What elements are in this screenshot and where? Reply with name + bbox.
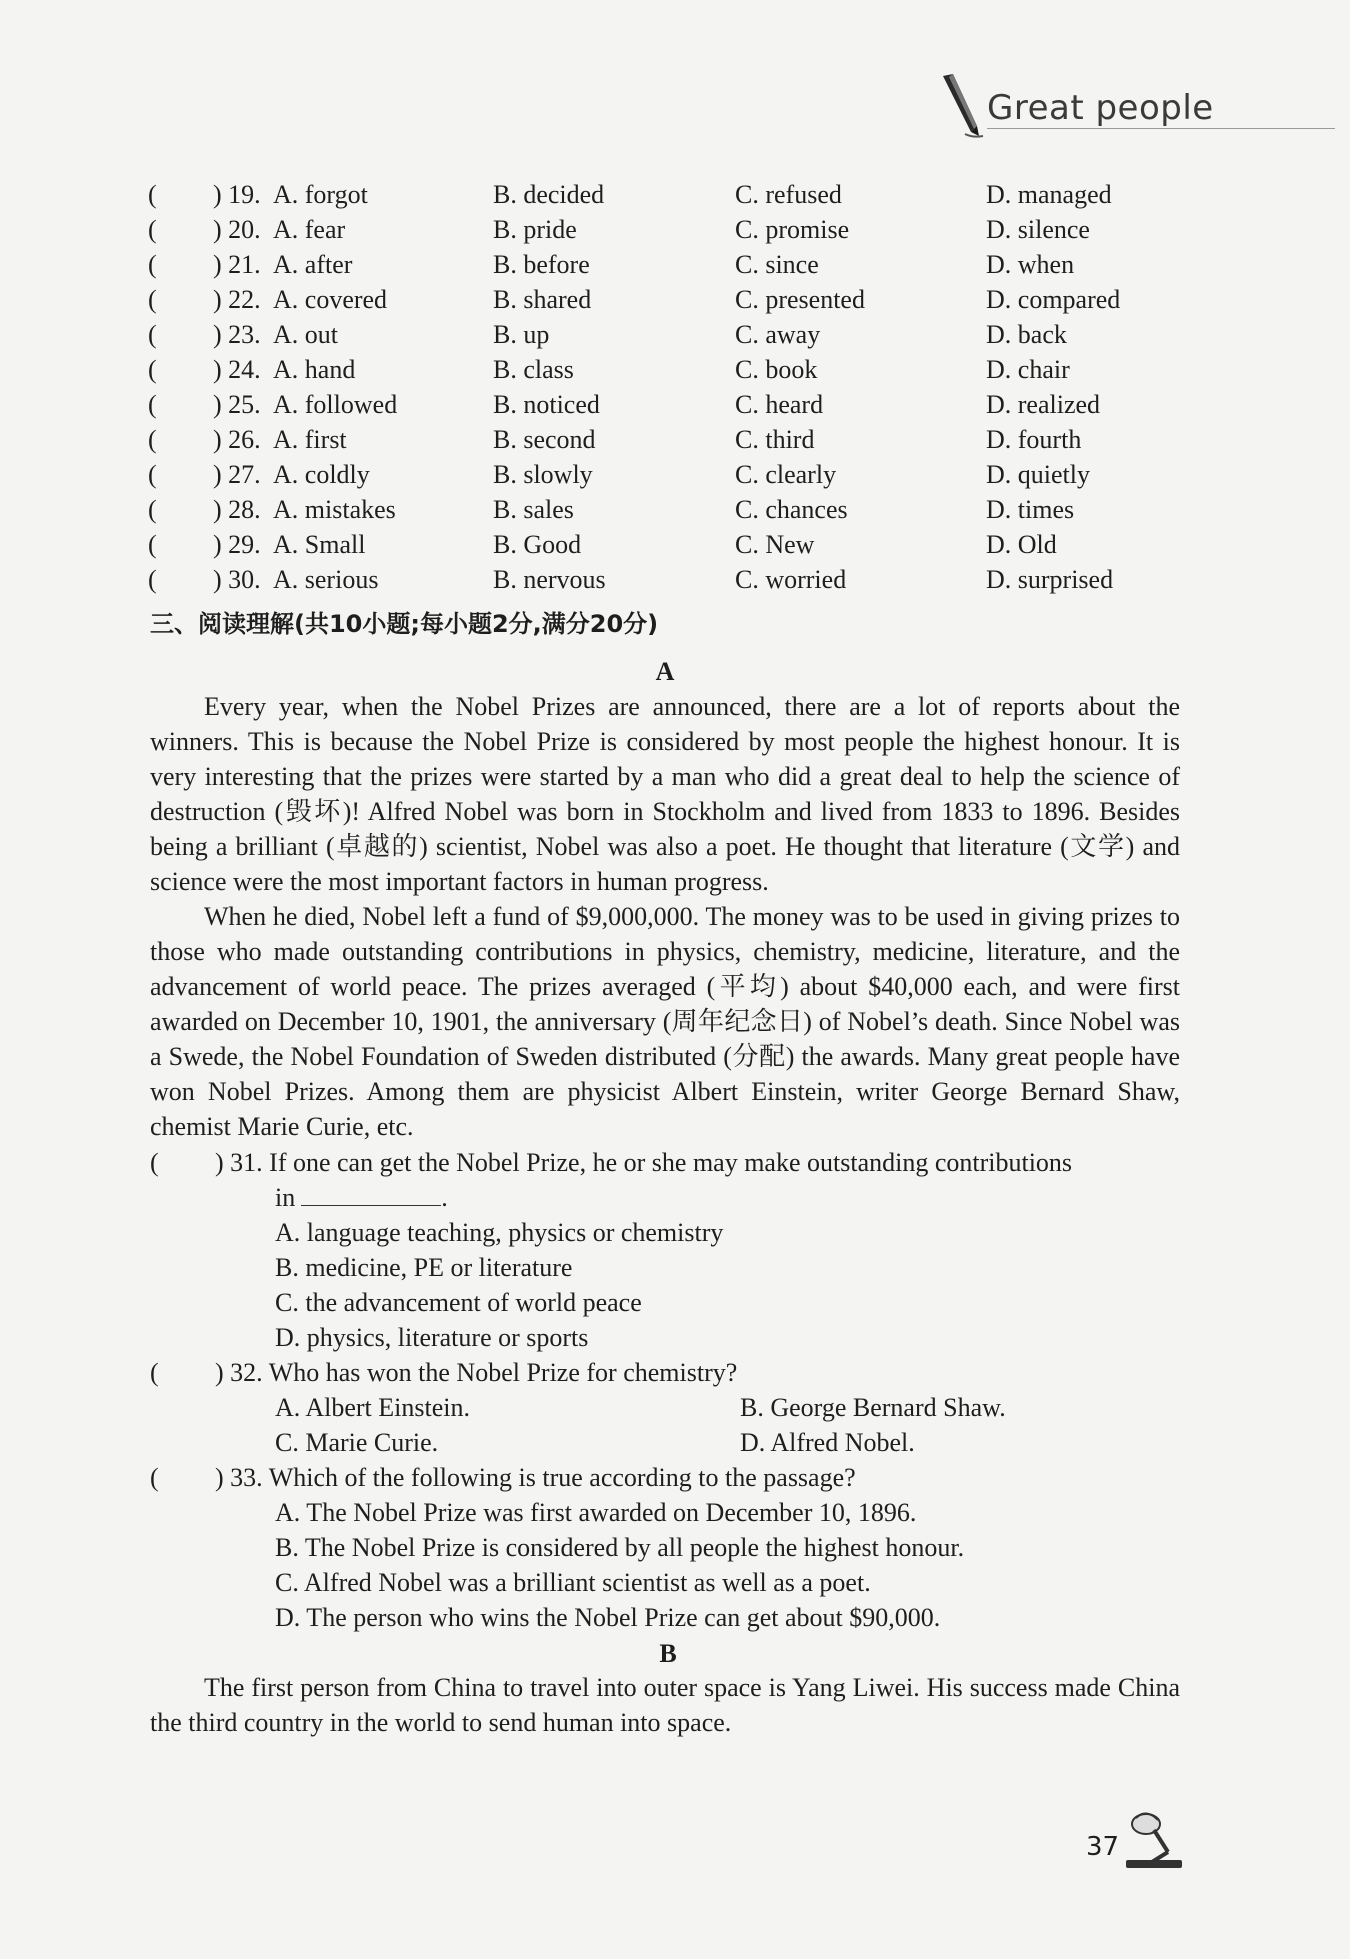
option-c: C. worried bbox=[735, 565, 847, 594]
option-b: B. before bbox=[493, 250, 590, 279]
section-heading: 三、阅读理解(共10小题;每小题2分,满分20分) bbox=[150, 610, 659, 638]
option-row bbox=[148, 247, 1148, 282]
question-number: ) 30. bbox=[213, 565, 261, 594]
option-row bbox=[148, 387, 1148, 422]
option-d: D. The person who wins the Nobel Prize can get about $90,000. bbox=[275, 1603, 941, 1632]
question-number: ) 27. bbox=[213, 460, 261, 489]
option-row bbox=[148, 457, 1148, 492]
option-a: A. followed bbox=[273, 390, 398, 419]
unit-title: Great people bbox=[987, 88, 1214, 128]
option-a: A. first bbox=[273, 425, 347, 454]
question-number: ) 23. bbox=[213, 320, 261, 349]
answer-paren: ( bbox=[148, 390, 157, 419]
option-b: B. decided bbox=[493, 180, 605, 209]
option-d: D. Alfred Nobel. bbox=[740, 1428, 915, 1457]
option-c: C. away bbox=[735, 320, 821, 349]
option-a: A. coldly bbox=[273, 460, 370, 489]
question-stem: ) 33. Which of the following is true according to the passage? bbox=[215, 1463, 856, 1492]
option-b: B. up bbox=[493, 320, 550, 349]
option-c: C. chances bbox=[735, 495, 848, 524]
option-b: B. shared bbox=[493, 285, 592, 314]
option-c: C. refused bbox=[735, 180, 842, 209]
option-d: D. quietly bbox=[986, 460, 1090, 489]
answer-paren: ( bbox=[148, 460, 157, 489]
option-d: D. silence bbox=[986, 215, 1090, 244]
option-b: B. second bbox=[493, 425, 596, 454]
answer-paren: ( bbox=[148, 530, 157, 559]
question-number: ) 19. bbox=[213, 180, 261, 209]
option-b: B. noticed bbox=[493, 390, 600, 419]
option-a: A. after bbox=[273, 250, 353, 279]
option-c: C. the advancement of world peace bbox=[275, 1288, 642, 1317]
option-c: C. heard bbox=[735, 390, 824, 419]
option-c: C. Marie Curie. bbox=[275, 1428, 439, 1457]
option-c: C. since bbox=[735, 250, 819, 279]
pen-icon bbox=[937, 72, 985, 140]
option-row bbox=[148, 422, 1148, 457]
option-a: A. serious bbox=[273, 565, 379, 594]
option-row bbox=[148, 282, 1148, 317]
option-c: C. book bbox=[735, 355, 818, 384]
question-number: ) 29. bbox=[213, 530, 261, 559]
passage-paragraph: The first person from China to travel into outer space is Yang Liwei. His success made China the third country in the world to send human into space. bbox=[150, 1673, 1180, 1737]
option-row bbox=[148, 212, 1148, 247]
answer-paren: ( bbox=[150, 1148, 159, 1177]
passage-paragraph: Every year, when the Nobel Prizes are announced, there are a lot of reports about the winners. This is because the Nobel Prize is considered by most people the highest honour. It is very interesting that the prizes were started by a man who did a great deal to help the science of destruction (毁坏)! Alfred Nobel was born in Stockholm and lived from 1833 to 1896. Besides being a brilliant (卓越的) scientist, Nobel was also a poet. He thought that literature (文学) and science were the most important factors in human progress. bbox=[150, 692, 1180, 896]
option-b: B. pride bbox=[493, 215, 577, 244]
question-number: ) 20. bbox=[213, 215, 261, 244]
header-divider bbox=[987, 128, 1335, 129]
option-b: B. medicine, PE or literature bbox=[275, 1253, 573, 1282]
option-d: D. realized bbox=[986, 390, 1101, 419]
option-b: B. class bbox=[493, 355, 574, 384]
option-a: A. mistakes bbox=[273, 495, 396, 524]
option-b: B. The Nobel Prize is considered by all people the highest honour. bbox=[275, 1533, 965, 1562]
answer-paren: ( bbox=[148, 320, 157, 349]
option-c: C. presented bbox=[735, 285, 865, 314]
answer-paren: ( bbox=[148, 180, 157, 209]
option-c: C. New bbox=[735, 530, 815, 559]
option-a: A. The Nobel Prize was first awarded on December 10, 1896. bbox=[275, 1498, 917, 1527]
passage-paragraph: When he died, Nobel left a fund of $9,000,000. The money was to be used in giving prizes to those who made outstanding contributions in physics, chemistry, medicine, literature, and the advancement of world peace. The prizes averaged (平均) about $40,000 each, and were first awarded on December 10, 1901, the anniversary (周年纪念日) of Nobel’s death. Since Nobel was a Swede, the Nobel Foundation of Sweden distributed (分配) the awards. Many great people have won Nobel Prizes. Among them are physicist Albert Einstein, writer George Bernard Shaw, chemist Marie Curie, etc. bbox=[150, 902, 1180, 1141]
option-d: D. back bbox=[986, 320, 1067, 349]
passage-a bbox=[150, 689, 1180, 1144]
option-row bbox=[148, 527, 1148, 562]
question-number: ) 24. bbox=[213, 355, 261, 384]
option-c: C. promise bbox=[735, 215, 850, 244]
question-stem-end: . bbox=[441, 1183, 448, 1212]
option-a: A. forgot bbox=[273, 180, 368, 209]
option-a: A. fear bbox=[273, 215, 346, 244]
option-row bbox=[148, 177, 1148, 212]
option-a: A. out bbox=[273, 320, 338, 349]
option-row bbox=[148, 317, 1148, 352]
question-number: ) 26. bbox=[213, 425, 261, 454]
option-a: A. Small bbox=[273, 530, 366, 559]
option-d: D. Old bbox=[986, 530, 1057, 559]
option-row bbox=[148, 492, 1148, 527]
option-d: D. surprised bbox=[986, 565, 1114, 594]
question-stem: ) 31. If one can get the Nobel Prize, he or she may make outstanding contributions bbox=[215, 1148, 1073, 1177]
passage-b bbox=[150, 1670, 1180, 1740]
option-d: D. when bbox=[986, 250, 1075, 279]
question-number: ) 21. bbox=[213, 250, 261, 279]
option-row bbox=[148, 562, 1148, 597]
option-c: C. Alfred Nobel was a brilliant scientist as well as a poet. bbox=[275, 1568, 871, 1597]
option-d: D. physics, literature or sports bbox=[275, 1323, 589, 1352]
option-d: D. times bbox=[986, 495, 1075, 524]
answer-paren: ( bbox=[148, 425, 157, 454]
answer-paren: ( bbox=[148, 215, 157, 244]
passage-a-letter: A bbox=[655, 657, 675, 686]
question-31 bbox=[150, 1145, 1200, 1355]
answer-blank bbox=[301, 1183, 441, 1206]
passage-b-letter: B bbox=[659, 1639, 677, 1668]
option-b: B. George Bernard Shaw. bbox=[740, 1393, 1006, 1422]
option-b: B. slowly bbox=[493, 460, 593, 489]
option-d: D. managed bbox=[986, 180, 1112, 209]
question-number: ) 25. bbox=[213, 390, 261, 419]
option-d: D. chair bbox=[986, 355, 1070, 384]
question-stem: ) 32. Who has won the Nobel Prize for chemistry? bbox=[215, 1358, 738, 1387]
page-number: 37 bbox=[1086, 1832, 1120, 1862]
question-stem-continued bbox=[275, 1180, 448, 1215]
question-number: ) 22. bbox=[213, 285, 261, 314]
answer-paren: ( bbox=[148, 565, 157, 594]
page-header bbox=[925, 70, 1335, 140]
option-b: B. nervous bbox=[493, 565, 606, 594]
option-b: B. Good bbox=[493, 530, 582, 559]
answer-paren: ( bbox=[148, 285, 157, 314]
answer-paren: ( bbox=[148, 250, 157, 279]
question-32 bbox=[150, 1355, 1200, 1460]
option-b: B. sales bbox=[493, 495, 574, 524]
answer-paren: ( bbox=[148, 355, 157, 384]
option-a: A. covered bbox=[273, 285, 388, 314]
option-d: D. fourth bbox=[986, 425, 1082, 454]
option-a: A. hand bbox=[273, 355, 356, 384]
option-row bbox=[148, 352, 1148, 387]
option-c: C. clearly bbox=[735, 460, 837, 489]
answer-paren: ( bbox=[150, 1463, 159, 1492]
lamp-icon bbox=[1118, 1810, 1188, 1870]
question-number: ) 28. bbox=[213, 495, 261, 524]
question-stem-word: in bbox=[275, 1183, 296, 1212]
cloze-options-list bbox=[148, 177, 1148, 597]
option-d: D. compared bbox=[986, 285, 1121, 314]
option-c: C. third bbox=[735, 425, 815, 454]
option-a: A. Albert Einstein. bbox=[275, 1393, 470, 1422]
answer-paren: ( bbox=[150, 1358, 159, 1387]
option-a: A. language teaching, physics or chemistry bbox=[275, 1218, 724, 1247]
question-33 bbox=[150, 1460, 1200, 1635]
answer-paren: ( bbox=[148, 495, 157, 524]
